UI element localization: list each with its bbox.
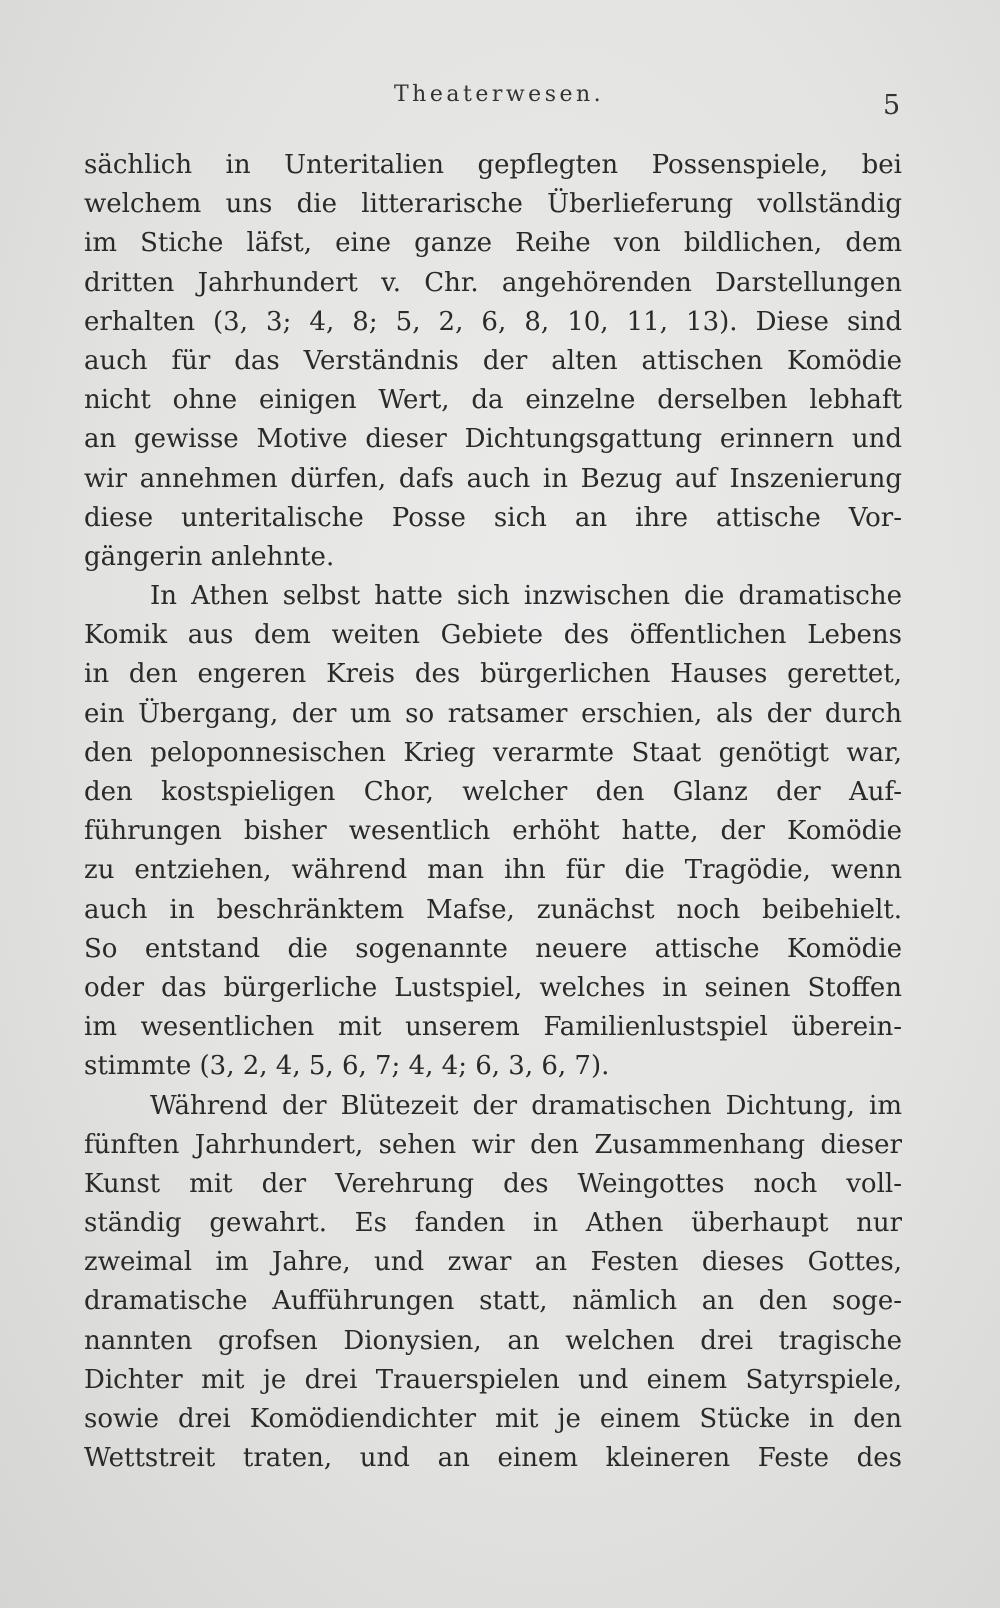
text-line: auch in beschränktem Mafse, zunächst noch beibehielt. bbox=[84, 894, 902, 925]
text-line: Während der Blütezeit der dramatischen Dichtung, im bbox=[150, 1090, 902, 1121]
text-line: Kunst mit der Verehrung des Weingottes noch voll- bbox=[84, 1168, 902, 1199]
text-line: fünften Jahrhundert, sehen wir den Zusammenhang dieser bbox=[84, 1129, 902, 1160]
text-line: erhalten (3, 3; 4, 8; 5, 2, 6, 8, 10, 11, 13). Diese sind bbox=[84, 306, 902, 337]
text-line: dramatische Aufführungen statt, nämlich an den soge- bbox=[84, 1286, 902, 1317]
text-line: nicht ohne einigen Wert, da einzelne derselben lebhaft bbox=[84, 385, 902, 416]
text-line: sowie drei Komödiendichter mit je einem Stücke in den bbox=[84, 1404, 902, 1434]
text-line: stimmte (3, 2, 4, 5, 6, 7; 4, 4; 6, 3, 6, 7). bbox=[84, 1051, 610, 1082]
header-title: Theaterwesen. bbox=[394, 82, 605, 107]
running-head bbox=[0, 76, 1000, 121]
text-line: in den engeren Kreis des bürgerlichen Hauses gerettet, bbox=[84, 659, 902, 690]
text-line: zweimal im Jahre, und zwar an Festen dieses Gottes, bbox=[84, 1247, 902, 1278]
text-line: nannten grofsen Dionysien, an welchen drei tragische bbox=[84, 1325, 902, 1356]
text-line: zu entziehen, während man ihn für die Tragödie, wenn bbox=[84, 855, 902, 886]
text-line: auch für das Verständnis der alten attischen Komödie bbox=[84, 345, 902, 376]
text-line: Wettstreit traten, und an einem kleineren Feste des bbox=[84, 1443, 902, 1474]
text-line: welchem uns die litterarische Überlieferung vollständig bbox=[84, 189, 902, 220]
text-line: So entstand die sogenannte neuere attische Komödie bbox=[84, 933, 902, 964]
text-line: führungen bisher wesentlich erhöht hatte, der Komödie bbox=[84, 816, 902, 847]
text-line: gängerin anlehnte. bbox=[84, 541, 335, 572]
page-number: 5 bbox=[883, 90, 901, 121]
text-line: dritten Jahrhundert v. Chr. angehörenden Darstellungen bbox=[84, 267, 902, 298]
text-line: wir annehmen dürfen, dafs auch in Bezug auf Inszenierung bbox=[84, 463, 902, 494]
text-line: Dichter mit je drei Trauerspielen und einem Satyrspiele, bbox=[84, 1364, 902, 1395]
text-line: In Athen selbst hatte sich inzwischen die dramatische bbox=[150, 581, 902, 612]
text-line: ständig gewahrt. Es fanden in Athen überhaupt nur bbox=[84, 1208, 902, 1239]
text-line: oder das bürgerliche Lustspiel, welches in seinen Stoffen bbox=[84, 972, 902, 1003]
text-line: im wesentlichen mit unserem Familienlustspiel überein- bbox=[84, 1012, 902, 1043]
text-line: ein Übergang, der um so ratsamer erschien, als der durch bbox=[84, 698, 902, 729]
text-line: sächlich in Unteritalien gepflegten Possenspiele, bei bbox=[84, 150, 902, 180]
text-line: den peloponnesischen Krieg verarmte Staat genötigt war, bbox=[84, 737, 902, 768]
text-line: Komik aus dem weiten Gebiete des öffentlichen Lebens bbox=[84, 620, 902, 651]
body-text bbox=[84, 146, 902, 1478]
text-line: den kostspieligen Chor, welcher den Glanz der Auf- bbox=[84, 777, 902, 807]
text-line: an gewisse Motive dieser Dichtungsgattung erinnern und bbox=[84, 424, 902, 455]
text-line: im Stiche läfst, eine ganze Reihe von bildlichen, dem bbox=[84, 228, 902, 259]
text-line: diese unteritalische Posse sich an ihre attische Vor- bbox=[84, 502, 902, 533]
